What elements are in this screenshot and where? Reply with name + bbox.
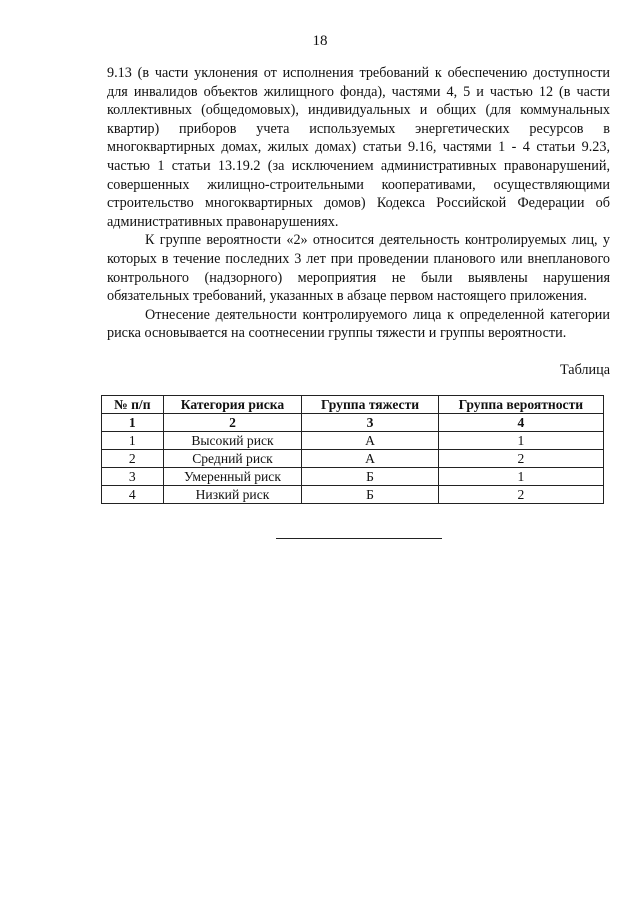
table-row (102, 432, 604, 450)
table-row (102, 468, 604, 486)
table-caption: Таблица (559, 362, 610, 378)
header-probability-group: Группа вероятности (438, 396, 603, 414)
row-number: 4 (102, 486, 164, 504)
body-text (107, 64, 610, 343)
header-risk-category: Категория риска (163, 396, 302, 414)
severity-group: А (302, 432, 438, 450)
severity-group: Б (302, 468, 438, 486)
column-number: 1 (102, 414, 164, 432)
table-header-row (102, 396, 604, 414)
probability-group: 2 (438, 450, 603, 468)
risk-category: Умеренный риск (163, 468, 302, 486)
paragraph-continuation: 9.13 (в части уклонения от исполнения требований к обеспечению доступности для инвалидов объектов жилищного фонда), частями 4, 5 и частью 12 (в части коллективных (общедомовых), индивидуальных и общих (для коммунальных квартир) приборов учета используемых энергетических ресурсов в многоквартирных домах, жилых домах) статьи 9.16, частями 1 - 4 статьи 9.23, частью 1 статьи 13.19.2 (за исключением административных правонарушений, совершенных жилищно-строительными кооперативами, осуществляющими строительство многоквартирных домов) Кодекса Российской Федерации об административных правонарушениях. (107, 65, 610, 230)
row-number: 3 (102, 468, 164, 486)
severity-group: А (302, 450, 438, 468)
paragraph-probability-group: К группе вероятности «2» относится деятельность контролируемых лиц, у которых в течение последних 3 лет при проведении планового или внепланового контрольного (надзорного) мероприятия не были выявлены нарушения обязательных требований, указанных в абзаце первом настоящего приложения. (107, 232, 610, 305)
header-severity-group: Группа тяжести (302, 396, 438, 414)
risk-category: Высокий риск (163, 432, 302, 450)
row-number: 1 (102, 432, 164, 450)
severity-group: Б (302, 486, 438, 504)
end-of-document-line (276, 538, 442, 539)
risk-category: Низкий риск (163, 486, 302, 504)
probability-group: 1 (438, 468, 603, 486)
column-number: 4 (438, 414, 603, 432)
column-number: 2 (163, 414, 302, 432)
page-number: 18 (312, 33, 328, 49)
row-number: 2 (102, 450, 164, 468)
paragraph-risk-assignment: Отнесение деятельности контролируемого лица к определенной категории риска основывается на соотнесении группы тяжести и группы вероятности. (107, 306, 610, 342)
probability-group: 1 (438, 432, 603, 450)
probability-group: 2 (438, 486, 603, 504)
risk-category-table (101, 395, 604, 504)
column-number: 3 (302, 414, 438, 432)
risk-category: Средний риск (163, 450, 302, 468)
column-number-row (102, 414, 604, 432)
table-row (102, 450, 604, 468)
table-row (102, 486, 604, 504)
header-number: № п/п (102, 396, 164, 414)
